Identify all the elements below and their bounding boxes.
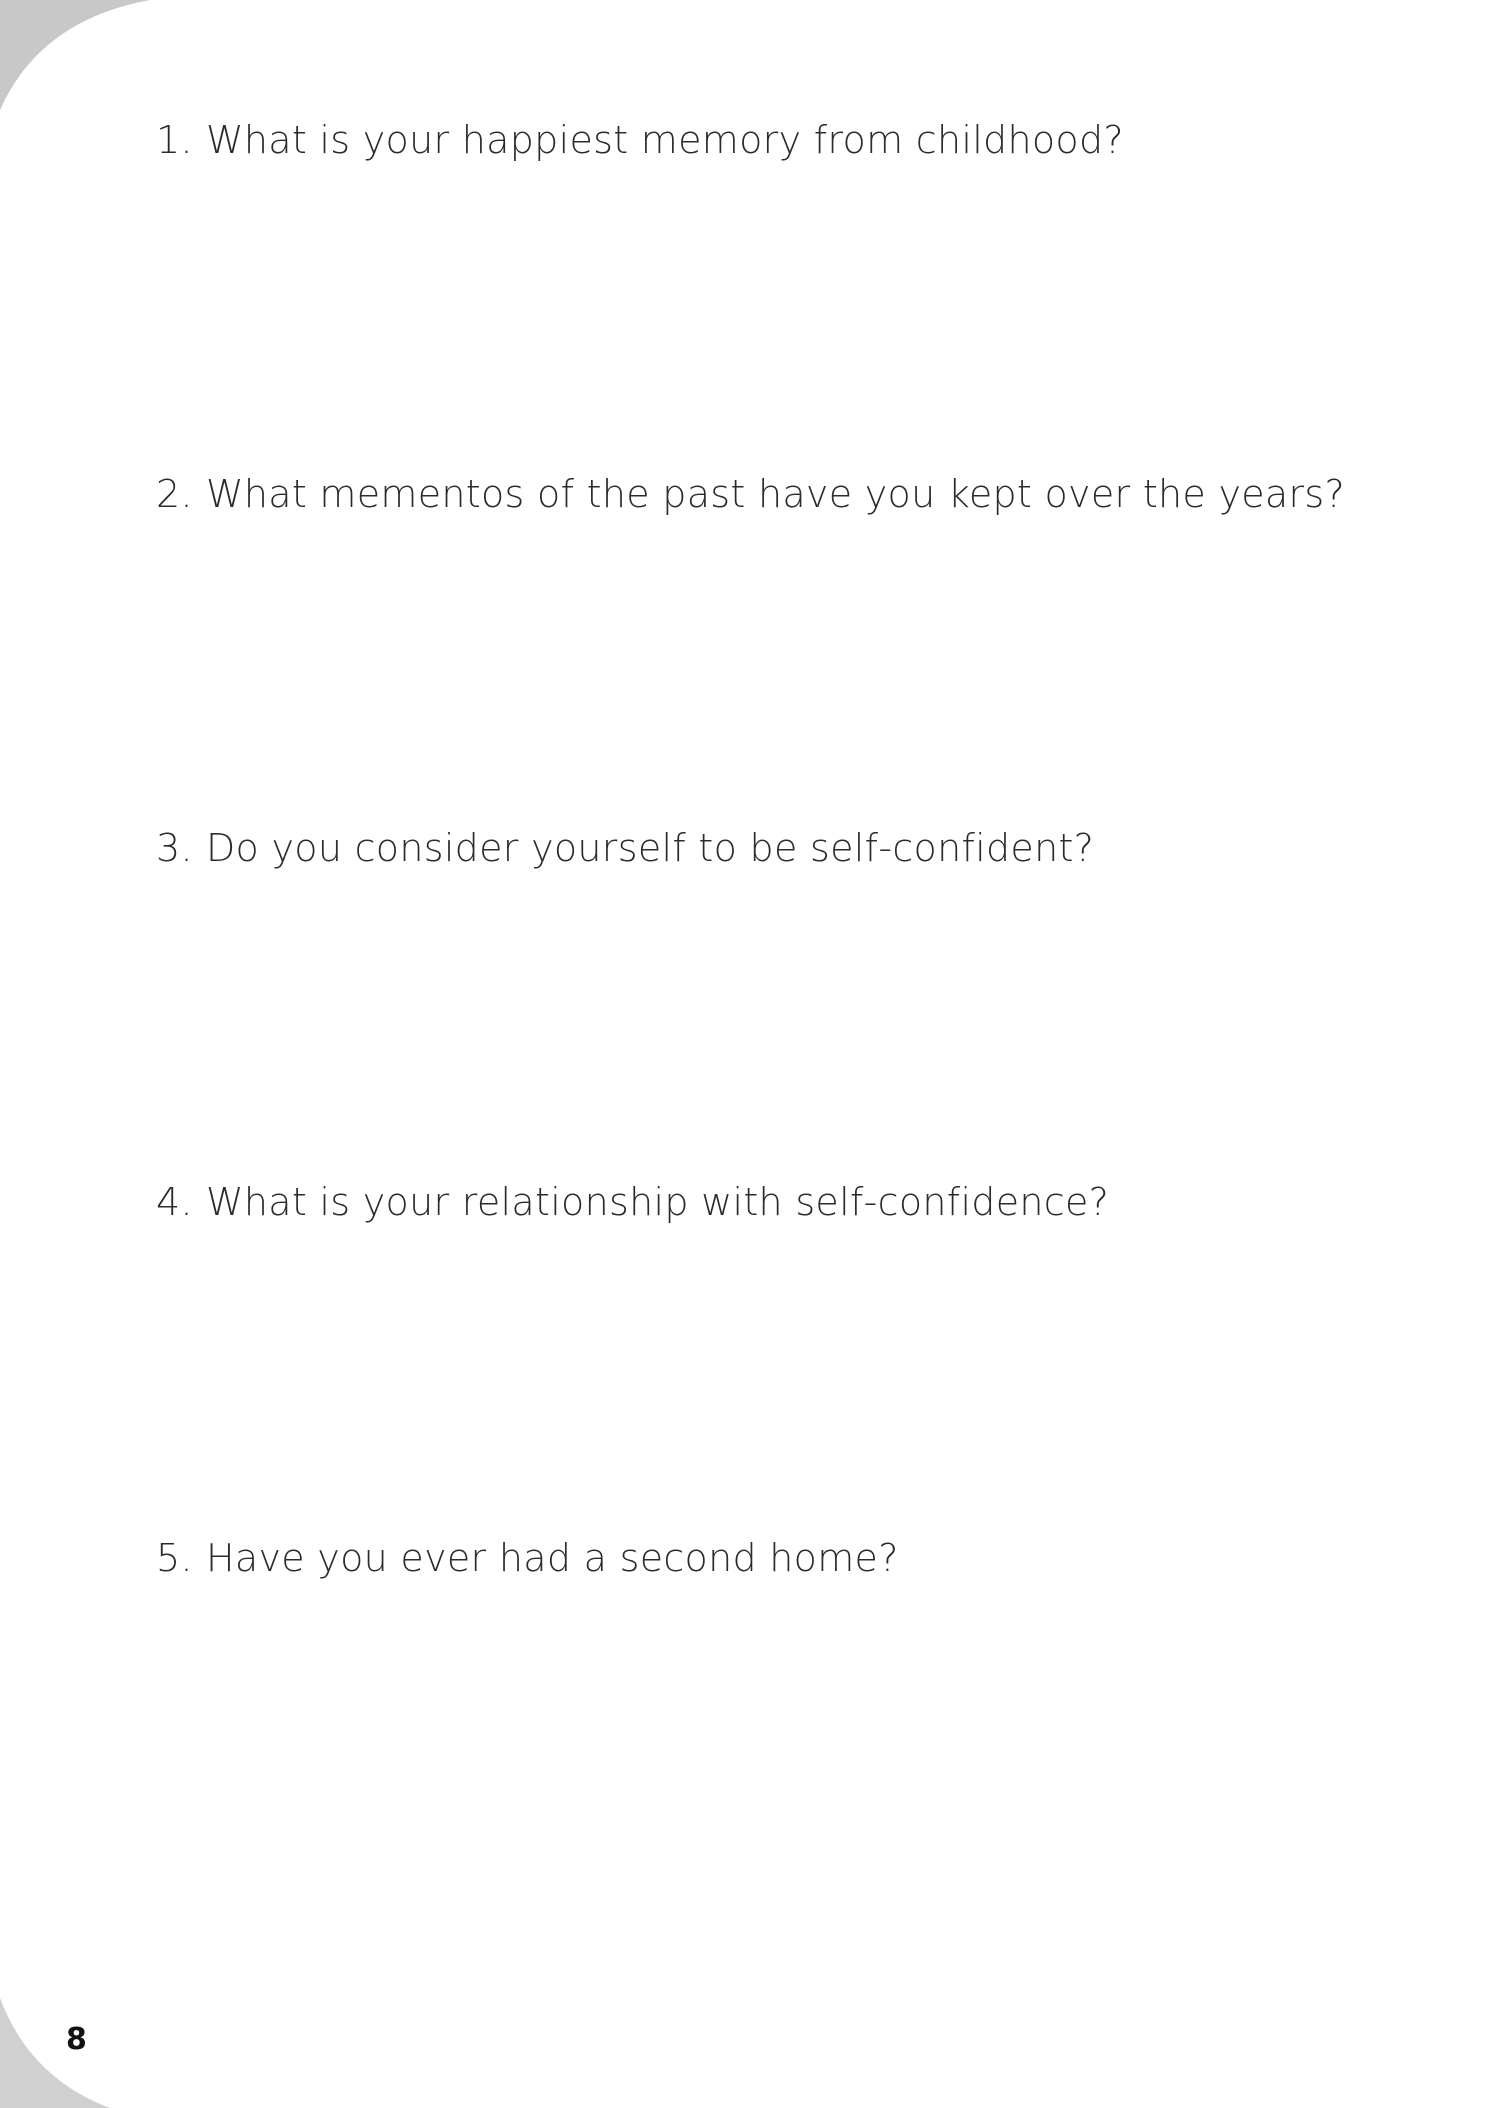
page-number: 8 (66, 2022, 87, 2057)
question-3 (156, 826, 1094, 870)
question-number: 3. (156, 826, 193, 870)
question-5 (156, 1536, 899, 1580)
question-2 (156, 472, 1345, 516)
question-1 (156, 118, 1124, 162)
question-number: 1. (156, 118, 193, 162)
question-number: 2. (156, 472, 193, 516)
question-number: 4. (156, 1180, 193, 1224)
corner-decoration-bottom (0, 1998, 110, 2108)
question-text: Have you ever had a second home? (206, 1536, 899, 1580)
question-text: What is your happiest memory from childhood? (206, 118, 1124, 162)
question-text: Do you consider yourself to be self-confident? (206, 826, 1095, 870)
question-4 (156, 1180, 1109, 1224)
question-text: What mementos of the past have you kept over the years? (206, 472, 1346, 516)
question-number: 5. (156, 1536, 193, 1580)
corner-decoration-top (0, 0, 150, 150)
question-text: What is your relationship with self-confidence? (206, 1180, 1110, 1224)
